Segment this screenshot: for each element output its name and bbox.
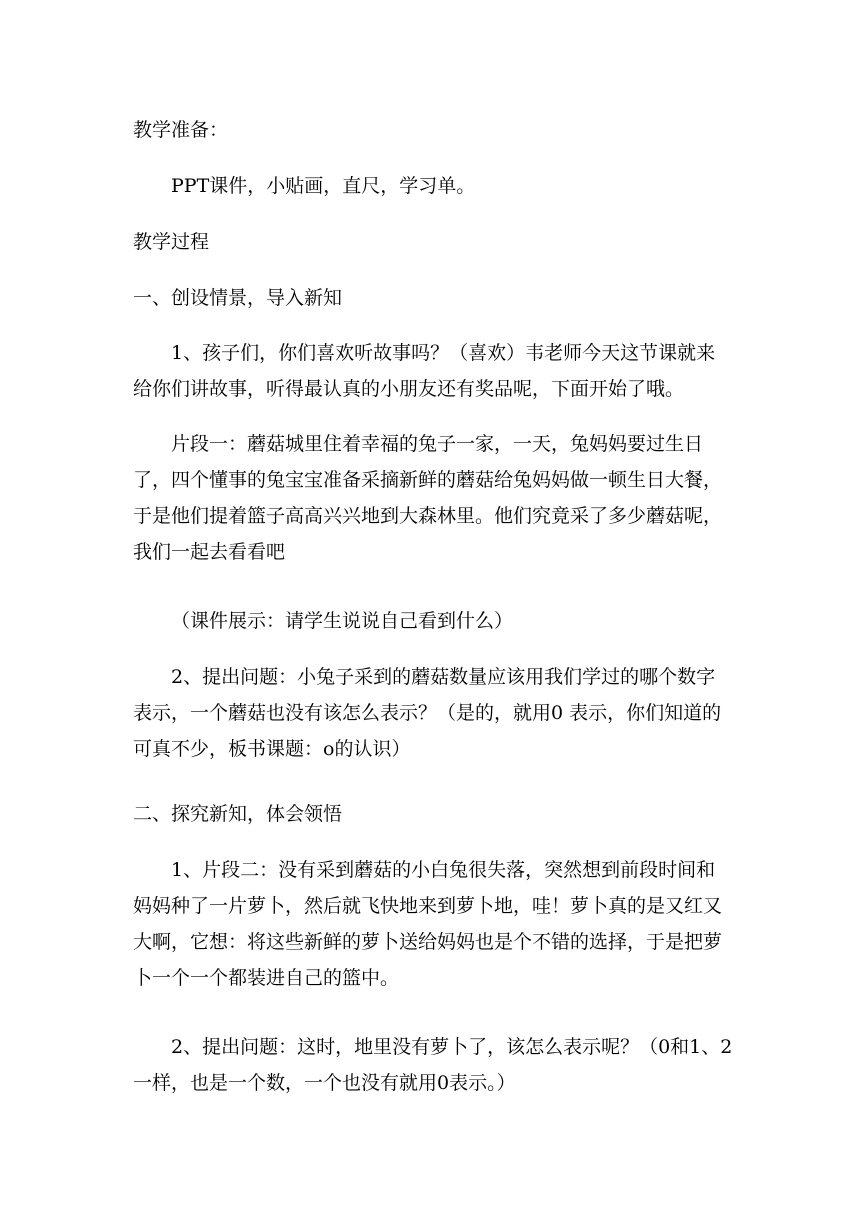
- heading-teaching-process: 教学过程: [133, 231, 210, 253]
- paragraph-courseware-note: （课件展示：请学生说说自己看到什么）: [171, 610, 514, 632]
- paragraph-story-2: 1、片段二：没有采到蘑菇的小白兔很失落，突然想到前段时间和妈妈种了一片萝卜，然后就飞快地来到萝卜地，哇！萝卜真的是又红又大啊，它想：将这些新鲜的萝卜送给妈妈也是个不错的选择，于是把萝卜一个一个都装进自己的篮中。: [133, 859, 723, 989]
- paragraph-story-1: 片段一：蘑菇城里住着幸福的兔子一家，一天，兔妈妈要过生日了，四个懂事的兔宝宝准备采摘新鲜的蘑菇给兔妈妈做一顿生日大餐，于是他们提着篮子高高兴兴地到大森林里。他们究竟采了多少蘑菇呢，我们一起去看看吧: [133, 433, 723, 563]
- paragraph-1: 1、孩子们，你们喜欢听故事吗？（喜欢）韦老师今天这节课就来给你们讲故事，听得最认真的小朋友还有奖品呢，下面开始了哦。: [133, 342, 716, 400]
- section-heading-1: 一、创设情景，导入新知: [133, 287, 343, 309]
- section-heading-2: 二、探究新知，体会领悟: [133, 803, 343, 825]
- paragraph-2: 2、提出问题：小兔子采到的蘑菇数量应该用我们学过的哪个数字表示，一个蘑菇也没有该怎么表示？（是的，就用0 表示，你们知道的可真不少，板书课题：o的认识）: [133, 666, 722, 760]
- heading-teaching-preparation: 教学准备：: [133, 119, 229, 141]
- paragraph-3: 2、提出问题：这时，地里没有萝卜了，该怎么表示呢？（0和1、2一样，也是一个数，一个也没有就用0表示。）: [133, 1036, 733, 1094]
- preparation-materials: PPT课件，小贴画，直尺，学习单。: [171, 175, 476, 197]
